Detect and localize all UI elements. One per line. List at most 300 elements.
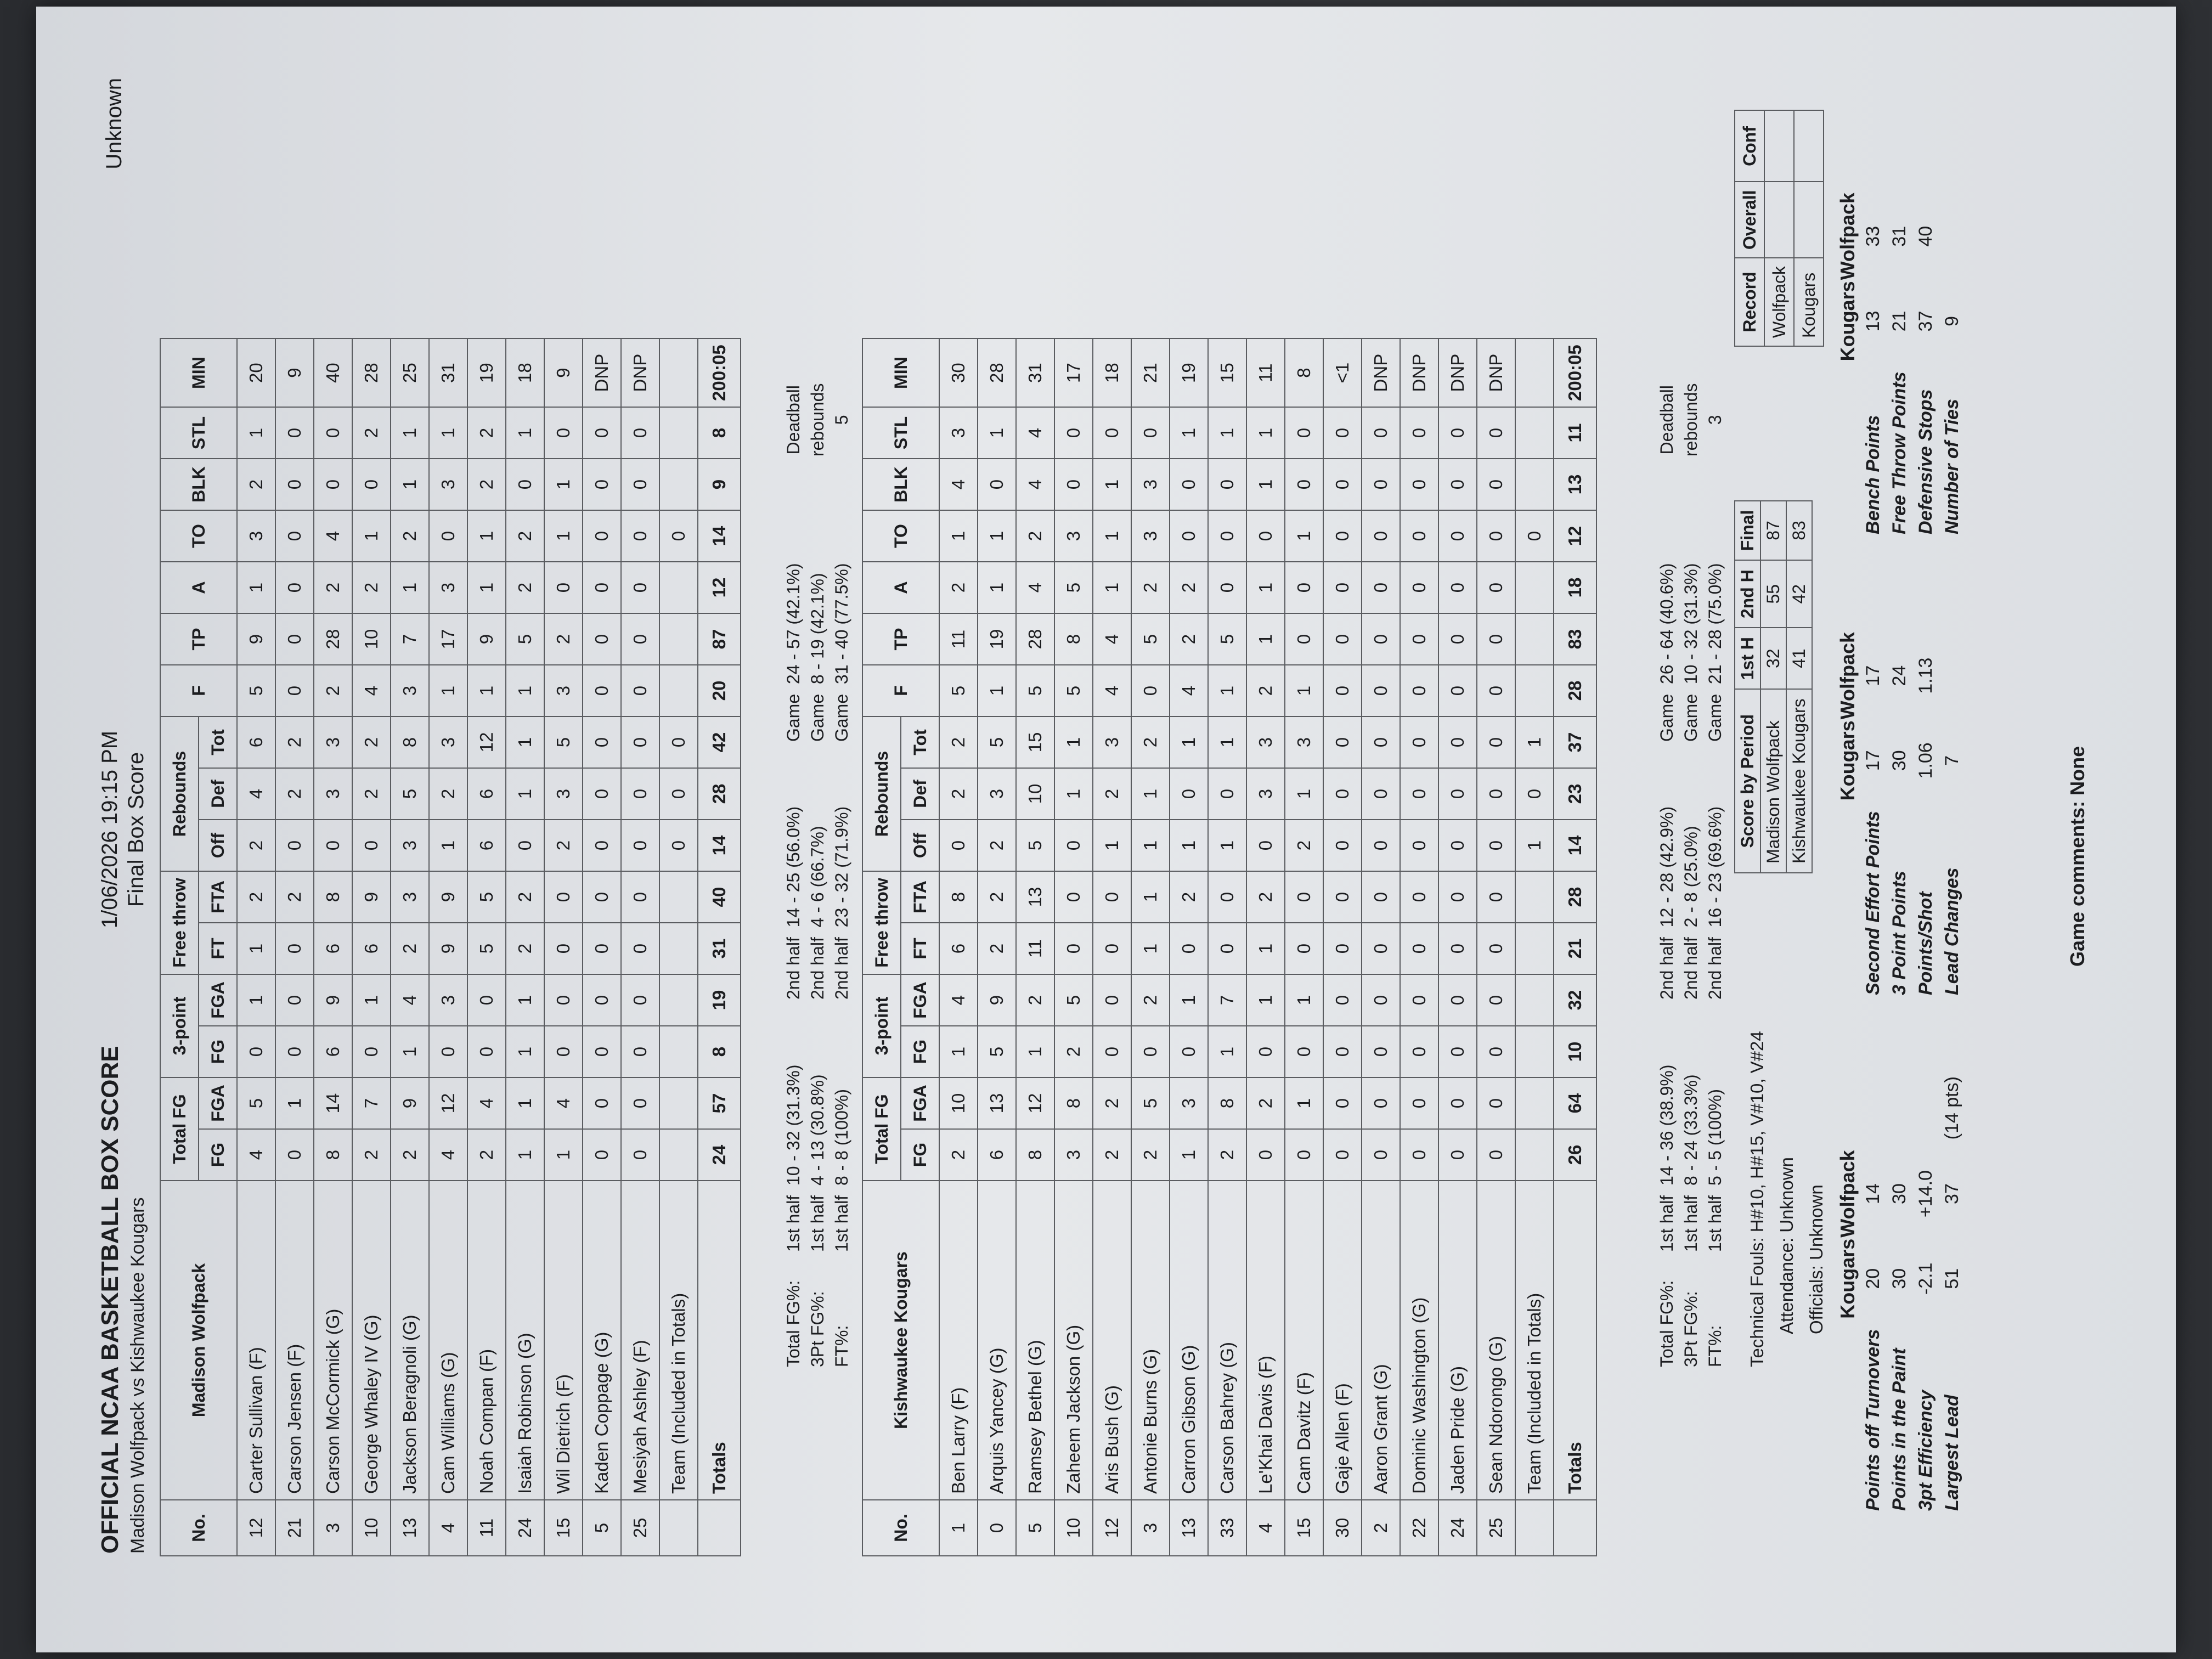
stat-blk: 4 xyxy=(1016,459,1054,510)
stat-def: 0 xyxy=(1400,768,1438,820)
stat-def: 0 xyxy=(1362,768,1400,820)
player-name: Aris Bush (G) xyxy=(1093,1181,1131,1500)
stat-to: 0 xyxy=(275,510,314,562)
stat-wolfpack: 1.13 xyxy=(1915,657,1936,694)
stat-tp: 9 xyxy=(237,613,275,665)
stat-fta: 9 xyxy=(429,871,467,923)
stat-tfga: 9 xyxy=(314,974,352,1026)
document-title: OFFICIAL NCAA BASKETBALL BOX SCORE xyxy=(97,1046,123,1554)
away-pct-first-half: 1st half 14 - 36 (38.9%) 1st half 8 - 24 (33.3%) 1st half 5 - 5 (100%) xyxy=(1657,1064,1725,1252)
totals-no xyxy=(698,1500,741,1556)
stat-tfg: 0 xyxy=(583,1026,621,1077)
stat-tp: 0 xyxy=(1400,613,1438,665)
stat-tp: 5 xyxy=(1131,613,1170,665)
stat-off: 2 xyxy=(978,820,1016,871)
officials: Officials: Unknown xyxy=(1806,1184,1826,1334)
player-number: 15 xyxy=(1285,1500,1323,1556)
stat-fg: 0 xyxy=(275,1129,314,1181)
stat-fta: 2 xyxy=(1246,871,1285,923)
totals-label: Totals xyxy=(1554,1181,1596,1500)
stat-off: 0 xyxy=(1362,820,1400,871)
col-fta: FTA xyxy=(199,871,237,923)
record-header: Conf xyxy=(1735,110,1764,182)
stat-a: 1 xyxy=(391,562,429,613)
stat-def: 0 xyxy=(583,768,621,820)
stat-kougars: 37 xyxy=(1915,311,1936,332)
player-number: 10 xyxy=(352,1500,391,1556)
stat-min: 19 xyxy=(467,338,506,407)
col-f: F xyxy=(862,665,939,716)
away-pct-game: Game 26 - 64 (40.6%) Game 10 - 32 (31.3%) Game 21 - 28 (75.0%) xyxy=(1657,563,1725,742)
stat-blk: 0 xyxy=(621,459,659,510)
stat-fga: 4 xyxy=(467,1077,506,1129)
stat-f: 2 xyxy=(314,665,352,716)
stat-min: 21 xyxy=(1131,338,1170,407)
stat-kougars: 51 xyxy=(1942,1268,1962,1289)
stat-def: 6 xyxy=(467,768,506,820)
stat-fg: 2 xyxy=(352,1129,391,1181)
stat-tfg: 0 xyxy=(1438,1026,1477,1077)
stat-ft: 6 xyxy=(352,923,391,974)
col-3fg: FG xyxy=(199,1026,237,1077)
col-min: MIN xyxy=(862,338,939,407)
stat-a: 0 xyxy=(275,562,314,613)
stat-f: 5 xyxy=(1016,665,1054,716)
stat-wolfpack: 24 xyxy=(1889,665,1910,686)
game-stats-mid xyxy=(1836,631,1965,1005)
team-row-tfga xyxy=(1515,974,1554,1026)
technical-fouls: Technical Fouls: H#10, H#15, V#10, V#24 xyxy=(1747,1031,1767,1367)
record-value xyxy=(1794,182,1824,258)
stat-fga: 9 xyxy=(391,1077,429,1129)
player-row xyxy=(1246,338,1285,1556)
col-three-pt: 3-point xyxy=(862,974,901,1077)
stat-fg: 2 xyxy=(1093,1129,1131,1181)
total-f: 20 xyxy=(698,665,741,716)
stat-min: 28 xyxy=(978,338,1016,407)
player-name: Cam Williams (G) xyxy=(429,1181,467,1500)
stat-wolfpack: 14 xyxy=(1863,1183,1883,1204)
stat-fta: 13 xyxy=(1016,871,1054,923)
player-row xyxy=(467,338,506,1556)
stat-min: 25 xyxy=(391,338,429,407)
stat-blk: 0 xyxy=(1477,459,1515,510)
stat-tfga: 0 xyxy=(1438,974,1477,1026)
stat-a: 2 xyxy=(1170,562,1208,613)
stat-fta: 5 xyxy=(467,871,506,923)
stat-tot: 3 xyxy=(429,716,467,768)
stat-fta: 0 xyxy=(1054,871,1093,923)
total-fga: 64 xyxy=(1554,1077,1596,1129)
stat-fga: 8 xyxy=(1208,1077,1246,1129)
header-center-block xyxy=(97,637,149,1022)
team-row-tfga xyxy=(659,974,698,1026)
stat-ft: 0 xyxy=(544,923,583,974)
team-row-fg xyxy=(659,1129,698,1181)
player-number: 24 xyxy=(1438,1500,1477,1556)
stat-to: 1 xyxy=(1093,510,1131,562)
stat-tot: 1 xyxy=(1054,716,1093,768)
stat-ft: 5 xyxy=(467,923,506,974)
stat-fga: 1 xyxy=(275,1077,314,1129)
period-score: 42 xyxy=(1786,560,1812,628)
stat-tfga: 0 xyxy=(544,974,583,1026)
stat-tot: 1 xyxy=(1170,716,1208,768)
stat-fta: 2 xyxy=(506,871,544,923)
col-blk: BLK xyxy=(160,459,237,510)
stat-to: 1 xyxy=(544,510,583,562)
stat-f: 1 xyxy=(506,665,544,716)
stat-to: 1 xyxy=(1285,510,1323,562)
stat-def: 1 xyxy=(1131,768,1170,820)
team-row-fga xyxy=(1515,1077,1554,1129)
stat-fta: 0 xyxy=(1477,871,1515,923)
player-row xyxy=(275,338,314,1556)
stat-stl: 0 xyxy=(1477,407,1515,459)
stat-tp: 28 xyxy=(314,613,352,665)
stat-fga: 14 xyxy=(314,1077,352,1129)
stat-tot: 3 xyxy=(1093,716,1131,768)
stat-min: 17 xyxy=(1054,338,1093,407)
stat-def: 2 xyxy=(275,768,314,820)
stat-tot: 0 xyxy=(1400,716,1438,768)
stat-fta: 0 xyxy=(544,871,583,923)
stat-row xyxy=(1860,1066,1886,1521)
stat-f: 5 xyxy=(939,665,978,716)
stat-tp: 11 xyxy=(939,613,978,665)
stat-off: 0 xyxy=(1323,820,1362,871)
player-name: Isaiah Robinson (G) xyxy=(506,1181,544,1500)
record-value xyxy=(1764,110,1794,182)
stat-ft: 0 xyxy=(275,923,314,974)
col-3fga: FGA xyxy=(199,974,237,1026)
stat-row xyxy=(1912,192,1939,544)
stat-tfg: 1 xyxy=(506,1026,544,1077)
player-name: Carter Sullivan (F) xyxy=(237,1181,275,1500)
stat-tfga: 5 xyxy=(1054,974,1093,1026)
stat-to: 1 xyxy=(978,510,1016,562)
total-blk: 9 xyxy=(698,459,741,510)
col-3fga: FGA xyxy=(901,974,939,1026)
total-fta: 40 xyxy=(698,871,741,923)
stat-to: 0 xyxy=(429,510,467,562)
stat-fga: 8 xyxy=(1054,1077,1093,1129)
team-row-label: Team (Included in Totals) xyxy=(1515,1181,1554,1500)
col-total-fg: Total FG xyxy=(160,1077,199,1181)
stat-a: 0 xyxy=(1323,562,1362,613)
col-stl: STL xyxy=(160,407,237,459)
stat-off: 1 xyxy=(429,820,467,871)
total-ft: 21 xyxy=(1554,923,1596,974)
stat-tp: 0 xyxy=(1362,613,1400,665)
team-row-min xyxy=(1515,338,1554,407)
stat-fg: 8 xyxy=(314,1129,352,1181)
stat-tfg: 6 xyxy=(314,1026,352,1077)
stat-row xyxy=(1886,1066,1912,1521)
stat-tfg: 0 xyxy=(352,1026,391,1077)
stat-fta: 0 xyxy=(1323,871,1362,923)
stat-blk: 0 xyxy=(1400,459,1438,510)
stat-kougars: 9 xyxy=(1942,315,1962,326)
stat-fg: 0 xyxy=(1323,1129,1362,1181)
stat-min: 18 xyxy=(506,338,544,407)
stat-tp: 10 xyxy=(352,613,391,665)
stat-to: 1 xyxy=(939,510,978,562)
player-name: Aaron Grant (G) xyxy=(1362,1181,1400,1500)
stat-tp: 28 xyxy=(1016,613,1054,665)
stat-fg: 4 xyxy=(429,1129,467,1181)
stat-fg: 2 xyxy=(391,1129,429,1181)
stat-a: 1 xyxy=(1093,562,1131,613)
stat-def: 2 xyxy=(1093,768,1131,820)
stat-stl: 1 xyxy=(506,407,544,459)
stat-tfg: 0 xyxy=(429,1026,467,1077)
player-row xyxy=(1131,338,1170,1556)
team-row-stl xyxy=(1515,407,1554,459)
stat-tot: 0 xyxy=(1438,716,1477,768)
player-number: 11 xyxy=(467,1500,506,1556)
total-a: 18 xyxy=(1554,562,1596,613)
stat-blk: 0 xyxy=(583,459,621,510)
away-pct-labels: Total FG%: 3Pt FG%: FT%: xyxy=(1657,1280,1725,1367)
stat-tfga: 0 xyxy=(621,974,659,1026)
stat-row xyxy=(1939,631,1965,1005)
misc-info xyxy=(1742,1031,1831,1367)
stat-wolfpack xyxy=(1939,192,1965,280)
stat-ft: 6 xyxy=(314,923,352,974)
stat-ft: 0 xyxy=(1170,923,1208,974)
col-fg: FG xyxy=(199,1129,237,1181)
team-row xyxy=(1515,338,1554,1556)
total-min: 200:05 xyxy=(1554,338,1596,407)
stat-wolfpack: 17 xyxy=(1863,665,1883,686)
player-row xyxy=(1400,338,1438,1556)
col-rebounds: Rebounds xyxy=(160,716,199,871)
col-no: No. xyxy=(862,1500,939,1556)
stat-off: 0 xyxy=(1054,820,1093,871)
player-row xyxy=(1093,338,1131,1556)
player-name: George Whaley IV (G) xyxy=(352,1181,391,1500)
team-row-ft xyxy=(1515,923,1554,974)
stat-off: 0 xyxy=(621,820,659,871)
total-stl: 11 xyxy=(1554,407,1596,459)
col-three-pt: 3-point xyxy=(160,974,199,1077)
player-row xyxy=(1438,338,1477,1556)
stat-stl: 1 xyxy=(237,407,275,459)
stat-ft: 1 xyxy=(1131,923,1170,974)
stat-stl: 1 xyxy=(1170,407,1208,459)
player-number: 4 xyxy=(429,1500,467,1556)
stat-def: 2 xyxy=(939,768,978,820)
stat-to: 0 xyxy=(1208,510,1246,562)
stat-fga: 5 xyxy=(237,1077,275,1129)
team-name-header: Madison Wolfpack xyxy=(160,1181,237,1500)
team-row-stl xyxy=(659,407,698,459)
stat-def: 3 xyxy=(978,768,1016,820)
col-ft: FT xyxy=(901,923,939,974)
stat-label: Points off Turnovers xyxy=(1863,1329,1883,1511)
stat-stl: 0 xyxy=(583,407,621,459)
stat-kougars: 21 xyxy=(1889,311,1910,332)
stat-extra: (14 pts) xyxy=(1942,1076,1962,1140)
stat-fg: 1 xyxy=(1170,1129,1208,1181)
stat-def: 0 xyxy=(1170,768,1208,820)
stat-to: 0 xyxy=(1477,510,1515,562)
stat-to: 0 xyxy=(1438,510,1477,562)
player-number: 30 xyxy=(1323,1500,1362,1556)
stat-fga: 0 xyxy=(1323,1077,1362,1129)
stat-fta: 8 xyxy=(939,871,978,923)
stat-ft: 0 xyxy=(1323,923,1362,974)
stat-wolfpack: 30 xyxy=(1889,1183,1910,1204)
stat-def: 3 xyxy=(1246,768,1285,820)
away-deadball-rebounds: Deadball rebounds 3 xyxy=(1657,383,1725,456)
stat-f: 0 xyxy=(1477,665,1515,716)
total-to: 14 xyxy=(698,510,741,562)
player-name: Ramsey Bethel (G) xyxy=(1016,1181,1054,1500)
col-tp: TP xyxy=(160,613,237,665)
home-deadball-rebounds: Deadball rebounds 5 xyxy=(783,383,851,456)
stat-stl: 0 xyxy=(1323,407,1362,459)
total-ft: 31 xyxy=(698,923,741,974)
stat-to: 0 xyxy=(1362,510,1400,562)
player-name: Cam Davitz (F) xyxy=(1285,1181,1323,1500)
team-row-tp xyxy=(659,613,698,665)
stat-fg: 1 xyxy=(544,1129,583,1181)
stat-stl: 0 xyxy=(1438,407,1477,459)
stat-tfg: 1 xyxy=(939,1026,978,1077)
stat-off: 2 xyxy=(1285,820,1323,871)
stat-tfg: 0 xyxy=(621,1026,659,1077)
total-to: 12 xyxy=(1554,510,1596,562)
stat-to: 0 xyxy=(621,510,659,562)
stat-tfg: 0 xyxy=(1285,1026,1323,1077)
total-fta: 28 xyxy=(1554,871,1596,923)
record-team: Kougars xyxy=(1794,258,1824,346)
stat-tot: 15 xyxy=(1016,716,1054,768)
total-f: 28 xyxy=(1554,665,1596,716)
stat-fta: 0 xyxy=(1093,871,1131,923)
game-datetime: 1/06/2026 19:15 PM xyxy=(98,730,122,929)
attendance: Attendance: Unknown xyxy=(1776,1157,1797,1334)
stat-fta: 3 xyxy=(391,871,429,923)
stat-blk: 4 xyxy=(939,459,978,510)
stat-a: 2 xyxy=(939,562,978,613)
away-box-table xyxy=(862,338,1597,1556)
stat-ft: 0 xyxy=(1285,923,1323,974)
game-comments: Game comments: None xyxy=(2066,746,2089,967)
stat-fga: 7 xyxy=(352,1077,391,1129)
stat-f: 1 xyxy=(978,665,1016,716)
team-row-to: 0 xyxy=(1515,510,1554,562)
stat-min: DNP xyxy=(1438,338,1477,407)
stat-a: 0 xyxy=(1362,562,1400,613)
player-number: 12 xyxy=(237,1500,275,1556)
stat-min: 28 xyxy=(352,338,391,407)
stat-off: 5 xyxy=(1016,820,1054,871)
player-row xyxy=(621,338,659,1556)
stat-def: 0 xyxy=(621,768,659,820)
player-name: Carson Jensen (F) xyxy=(275,1181,314,1500)
stat-stl: 0 xyxy=(314,407,352,459)
stat-fta: 9 xyxy=(352,871,391,923)
stat-tfg: 0 xyxy=(1400,1026,1438,1077)
team-row-to: 0 xyxy=(659,510,698,562)
stat-tfga: 7 xyxy=(1208,974,1246,1026)
stat-tot: 2 xyxy=(1131,716,1170,768)
col-def: Def xyxy=(199,768,237,820)
box-score-sheet xyxy=(36,7,2176,1652)
period-row xyxy=(1760,501,1786,873)
team-row-a xyxy=(1515,562,1554,613)
stat-def: 0 xyxy=(1438,768,1477,820)
stat-kougars: 20 xyxy=(1863,1268,1883,1289)
stat-to: 4 xyxy=(314,510,352,562)
stat-tfga: 3 xyxy=(429,974,467,1026)
stat-blk: 1 xyxy=(1246,459,1285,510)
stat-fga: 1 xyxy=(1285,1077,1323,1129)
total-stl: 8 xyxy=(698,407,741,459)
stat-fta: 1 xyxy=(1131,871,1170,923)
team-row-tot: 1 xyxy=(1515,716,1554,768)
stats-mid-header-kougars: Kougars xyxy=(1836,720,1859,801)
player-number: 13 xyxy=(391,1500,429,1556)
player-number: 5 xyxy=(583,1500,621,1556)
total-tfga: 32 xyxy=(1554,974,1596,1026)
stat-tfga: 9 xyxy=(978,974,1016,1026)
stat-min: DNP xyxy=(583,338,621,407)
stat-tfga: 4 xyxy=(939,974,978,1026)
stat-fta: 2 xyxy=(978,871,1016,923)
stat-fg: 1 xyxy=(506,1129,544,1181)
stat-a: 5 xyxy=(1054,562,1093,613)
player-name: Dominic Washington (G) xyxy=(1400,1181,1438,1500)
stat-a: 2 xyxy=(506,562,544,613)
player-name: Ben Larry (F) xyxy=(939,1181,978,1500)
period-row xyxy=(1786,501,1812,873)
stat-a: 0 xyxy=(544,562,583,613)
stat-row xyxy=(1860,192,1886,544)
stat-tot: 6 xyxy=(237,716,275,768)
team-row-no xyxy=(1515,1500,1554,1556)
stat-tot: 0 xyxy=(1477,716,1515,768)
stat-a: 1 xyxy=(1246,562,1285,613)
col-rebounds: Rebounds xyxy=(862,716,901,871)
stat-tfg: 0 xyxy=(544,1026,583,1077)
stat-fga: 0 xyxy=(1438,1077,1477,1129)
col-fta: FTA xyxy=(901,871,939,923)
stat-stl: 1 xyxy=(1208,407,1246,459)
player-number: 3 xyxy=(314,1500,352,1556)
stat-fg: 3 xyxy=(1054,1129,1093,1181)
player-row xyxy=(391,338,429,1556)
stat-ft: 6 xyxy=(939,923,978,974)
stat-kougars: 1.06 xyxy=(1915,742,1936,779)
stat-blk: 0 xyxy=(1362,459,1400,510)
stat-f: 4 xyxy=(1093,665,1131,716)
col-f: F xyxy=(160,665,237,716)
stat-f: 1 xyxy=(1285,665,1323,716)
stat-min: DNP xyxy=(621,338,659,407)
total-off: 14 xyxy=(1554,820,1596,871)
stat-kougars: 30 xyxy=(1889,750,1910,771)
stat-label: Defensive Stops xyxy=(1915,389,1936,534)
game-stats-left xyxy=(1836,1066,1965,1521)
stat-to: 3 xyxy=(1131,510,1170,562)
team-row-min xyxy=(659,338,698,407)
stat-label: Lead Changes xyxy=(1942,867,1962,995)
stat-kougars: 30 xyxy=(1889,1268,1910,1289)
